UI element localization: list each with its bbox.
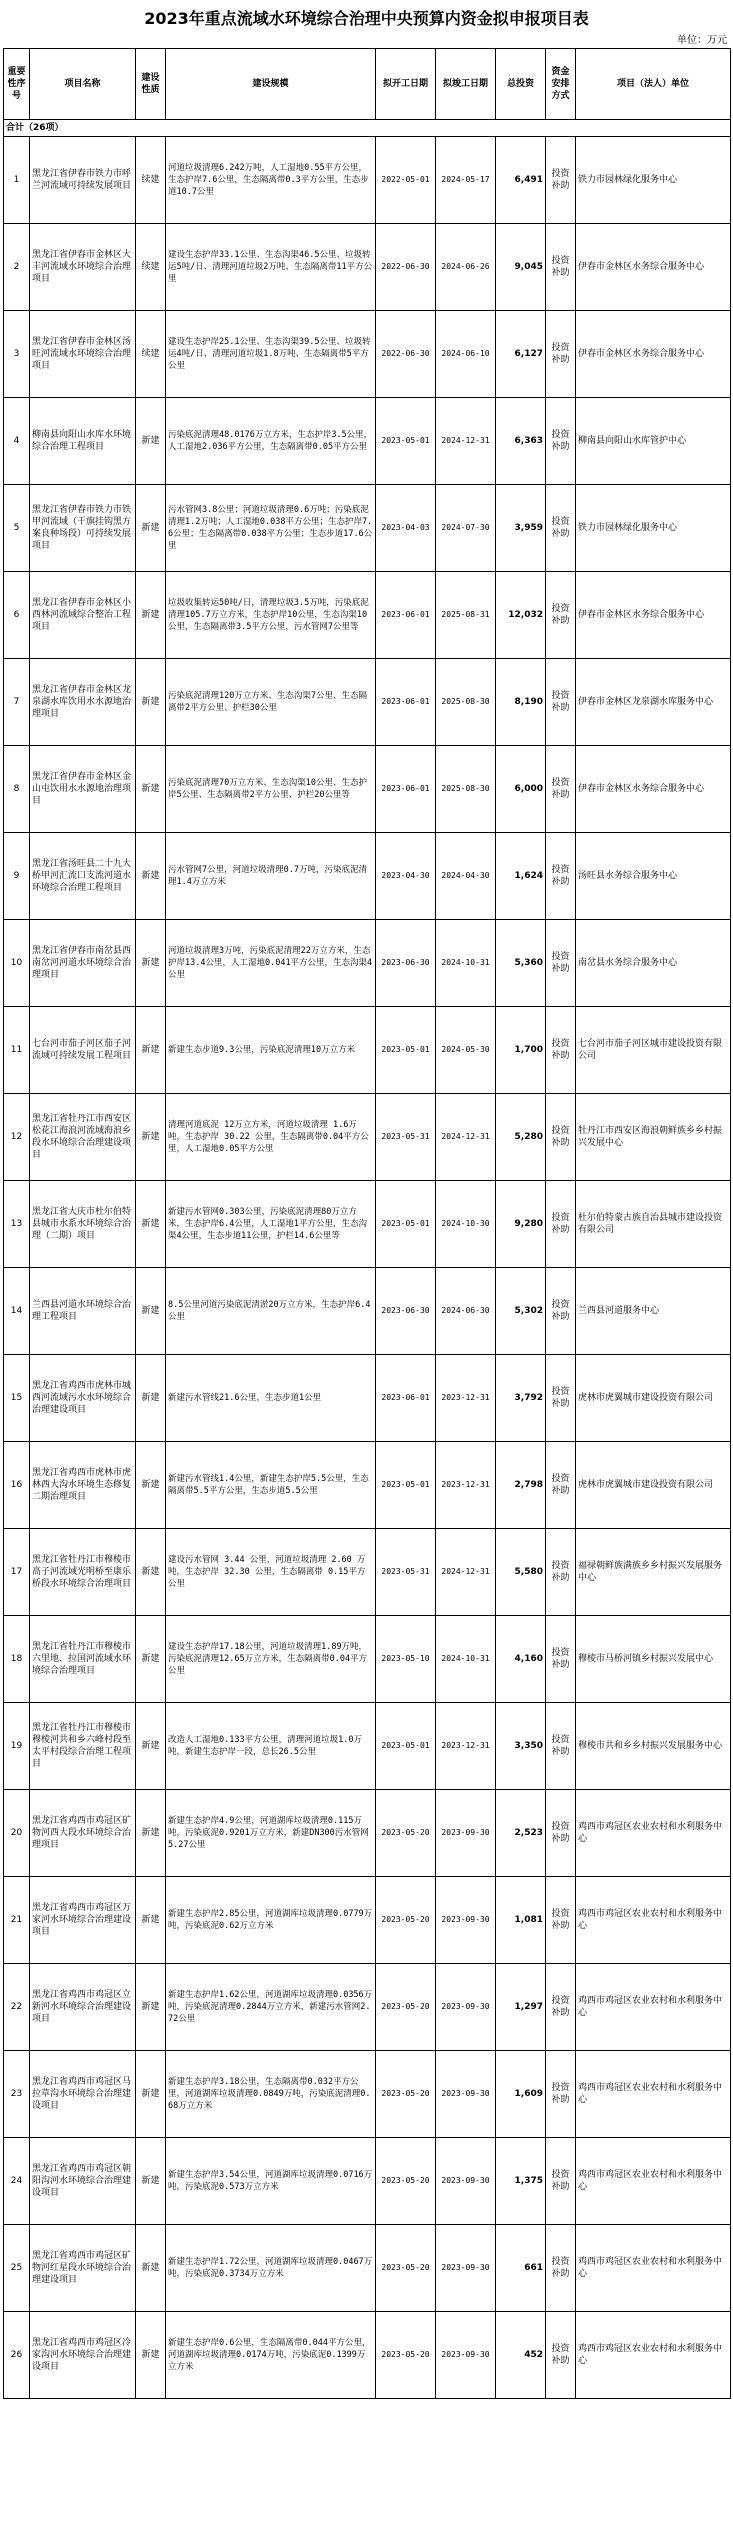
build-scale-cell: 垃圾收集转运50吨/日，清理垃圾3.5万吨，污染底泥清理105.7万立方米，生态护岸10公里，生态沟渠10公里，生态隔离带3.5平方公里，污水管网7公里等 (166, 572, 376, 659)
project-name-cell: 柳南县向阳山水库水环境综合治理工程项目 (30, 398, 136, 485)
end-date-cell: 2023-12-31 (436, 1703, 496, 1790)
end-date-cell: 2023-12-31 (436, 1442, 496, 1529)
build-scale-cell: 污水管网7公里，河道垃圾清理0.7万吨，污染底泥清理1.4万立方米 (166, 833, 376, 920)
end-date-cell: 2024-06-30 (436, 1268, 496, 1355)
legal-unit-cell: 汤旺县水务综合服务中心 (576, 833, 731, 920)
start-date-cell: 2023-05-20 (376, 1877, 436, 1964)
table-row (4, 920, 731, 1007)
legal-unit-cell: 兰西县河道服务中心 (576, 1268, 731, 1355)
build-nature-cell: 新建 (136, 1268, 166, 1355)
header-mode: 资金安排方式 (546, 49, 576, 120)
build-nature-cell: 新建 (136, 1790, 166, 1877)
row-number-cell: 19 (4, 1703, 30, 1790)
project-name-cell: 黑龙江省鸡西市鸡冠区马拉草沟水环境综合治理建设项目 (30, 2051, 136, 2138)
table-row (4, 2138, 731, 2225)
table-row (4, 659, 731, 746)
build-scale-cell: 污水管网3.8公里；河道垃圾清理0.6万吨；污染底泥清理1.2万吨；人工湿地0.038平方公里；生态护岸7.6公里；生态隔离带0.038平方公里；生态步道17.6公里 (166, 485, 376, 572)
build-scale-cell: 建设生态护岸17.18公里，河道垃圾清理1.89万吨，污染底泥清理12.65万立方米，生态隔离带0.04平方公里 (166, 1616, 376, 1703)
legal-unit-cell: 虎林市虎翼城市建设投资有限公司 (576, 1442, 731, 1529)
project-name-cell: 黑龙江省鸡西市鸡冠区冷家沟河水环境综合治理建设项目 (30, 2312, 136, 2399)
row-number-cell: 22 (4, 1964, 30, 2051)
end-date-cell: 2024-12-31 (436, 1094, 496, 1181)
project-name-cell: 黑龙江省鸡西市鸡冠区矿物河西大段水环境综合治理项目 (30, 1790, 136, 1877)
legal-unit-cell: 伊春市金林区水务综合服务中心 (576, 746, 731, 833)
end-date-cell: 2023-09-30 (436, 2225, 496, 2312)
build-scale-cell: 改造人工湿地0.133平方公里，清理河道垃圾1.0万吨，新建生态护岸一段，总长26.5公里 (166, 1703, 376, 1790)
header-start: 拟开工日期 (376, 49, 436, 120)
build-scale-cell: 新建污水管网0.303公里，污染底泥清理80万立方米，生态护岸6.4公里，人工湿地1平方公里，生态沟渠4公里，生态步道11公里，护栏14.6公里等 (166, 1181, 376, 1268)
total-investment-cell: 5,280 (496, 1094, 546, 1181)
project-name-cell: 黑龙江省伊春市南岔县西南岔河河道水环境综合治理项目 (30, 920, 136, 1007)
funding-mode-cell: 投资补助 (546, 2225, 576, 2312)
document-title: 2023年重点流域水环境综合治理中央预算内资金拟申报项目表 (144, 9, 589, 28)
row-number-cell: 3 (4, 311, 30, 398)
row-number-cell: 10 (4, 920, 30, 1007)
build-nature-cell: 新建 (136, 2225, 166, 2312)
build-scale-cell: 建设生态护岸25.1公里、生态沟渠39.5公里、垃圾转运4吨/日、清理河道垃圾1.8万吨、生态隔离带5平方公里 (166, 311, 376, 398)
table-row (4, 1268, 731, 1355)
start-date-cell: 2023-05-20 (376, 2225, 436, 2312)
table-row (4, 1442, 731, 1529)
build-nature-cell: 新建 (136, 1355, 166, 1442)
legal-unit-cell: 柳南县向阳山水库管护中心 (576, 398, 731, 485)
funding-mode-cell: 投资补助 (546, 833, 576, 920)
build-scale-cell: 新建生态护岸1.62公里，河道湖库垃圾清理0.0356万吨，污染底泥清理0.2844万立方米，新建污水管网2.72公里 (166, 1964, 376, 2051)
table-row (4, 1181, 731, 1268)
row-number-cell: 13 (4, 1181, 30, 1268)
table-row (4, 1877, 731, 1964)
header-no: 重要性序号 (4, 49, 30, 120)
end-date-cell: 2024-07-30 (436, 485, 496, 572)
funding-mode-cell: 投资补助 (546, 1877, 576, 1964)
build-nature-cell: 新建 (136, 485, 166, 572)
row-number-cell: 23 (4, 2051, 30, 2138)
total-investment-cell: 9,045 (496, 224, 546, 311)
total-investment-cell: 5,360 (496, 920, 546, 1007)
build-scale-cell: 河道垃圾清理3万吨，污染底泥清理22万立方米，生态护岸13.4公里，人工湿地0.041平方公里，生态沟渠4公里 (166, 920, 376, 1007)
end-date-cell: 2025-08-30 (436, 659, 496, 746)
total-investment-cell: 6,491 (496, 137, 546, 224)
project-name-cell: 黑龙江省牡丹江市穆棱市穆棱河共和乡六峰村段至太平村段综合治理工程项目 (30, 1703, 136, 1790)
project-name-cell: 黑龙江省鸡西市虎林市城西河流域污水水环境综合治理建设项目 (30, 1355, 136, 1442)
project-name-cell: 黑龙江省伊春市铁力市呼兰河流域可持续发展项目 (30, 137, 136, 224)
end-date-cell: 2024-05-30 (436, 1007, 496, 1094)
table-row (4, 746, 731, 833)
row-number-cell: 24 (4, 2138, 30, 2225)
funding-mode-cell: 投资补助 (546, 224, 576, 311)
table-row (4, 398, 731, 485)
table-row (4, 1964, 731, 2051)
build-nature-cell: 新建 (136, 398, 166, 485)
funding-mode-cell: 投资补助 (546, 485, 576, 572)
table-row (4, 1703, 731, 1790)
row-number-cell: 16 (4, 1442, 30, 1529)
total-investment-cell: 4,160 (496, 1616, 546, 1703)
total-investment-cell: 452 (496, 2312, 546, 2399)
total-investment-cell: 6,127 (496, 311, 546, 398)
table-row (4, 2051, 731, 2138)
row-number-cell: 18 (4, 1616, 30, 1703)
start-date-cell: 2022-05-01 (376, 137, 436, 224)
end-date-cell: 2025-08-31 (436, 572, 496, 659)
build-nature-cell: 新建 (136, 833, 166, 920)
build-nature-cell: 新建 (136, 1877, 166, 1964)
header-end: 拟竣工日期 (436, 49, 496, 120)
total-investment-cell: 2,523 (496, 1790, 546, 1877)
table-row (4, 833, 731, 920)
row-number-cell: 8 (4, 746, 30, 833)
build-scale-cell: 新建生态步道9.3公里，污染底泥清理10万立方米 (166, 1007, 376, 1094)
funding-mode-cell: 投资补助 (546, 311, 576, 398)
header-scale: 建设规模 (166, 49, 376, 120)
row-number-cell: 6 (4, 572, 30, 659)
project-name-cell: 黑龙江省伊春市铁力市铁甲河流域（干旗挂钩黑方案良种场段）可持续发展项目 (30, 485, 136, 572)
build-scale-cell: 污染底泥清理48.0176万立方米，生态护岸3.5公里，人工湿地2.036平方公里，生态隔离带0.05平方公里 (166, 398, 376, 485)
funding-mode-cell: 投资补助 (546, 1355, 576, 1442)
legal-unit-cell: 七台河市茄子河区城市建设投资有限公司 (576, 1007, 731, 1094)
row-number-cell: 7 (4, 659, 30, 746)
project-name-cell: 黑龙江省牡丹江市穆棱市高子河流域光明桥至康乐桥段水环境综合治理项目 (30, 1529, 136, 1616)
end-date-cell: 2023-12-31 (436, 1355, 496, 1442)
build-nature-cell: 新建 (136, 2138, 166, 2225)
legal-unit-cell: 铁力市园林绿化服务中心 (576, 485, 731, 572)
funding-mode-cell: 投资补助 (546, 920, 576, 1007)
end-date-cell: 2024-10-31 (436, 920, 496, 1007)
funding-mode-cell: 投资补助 (546, 1529, 576, 1616)
start-date-cell: 2023-06-01 (376, 1355, 436, 1442)
end-date-cell: 2024-06-26 (436, 224, 496, 311)
build-nature-cell: 新建 (136, 659, 166, 746)
build-scale-cell: 新建污水管线21.6公里，生态步道1公里 (166, 1355, 376, 1442)
row-number-cell: 20 (4, 1790, 30, 1877)
total-investment-cell: 1,609 (496, 2051, 546, 2138)
funding-mode-cell: 投资补助 (546, 1703, 576, 1790)
funding-mode-cell: 投资补助 (546, 1094, 576, 1181)
end-date-cell: 2024-12-31 (436, 1529, 496, 1616)
total-investment-cell: 3,792 (496, 1355, 546, 1442)
build-nature-cell: 续建 (136, 311, 166, 398)
total-investment-cell: 5,302 (496, 1268, 546, 1355)
header-invest: 总投资 (496, 49, 546, 120)
row-number-cell: 21 (4, 1877, 30, 1964)
project-name-cell: 黑龙江省鸡西市鸡冠区万家河水环境综合治理建设项目 (30, 1877, 136, 1964)
build-scale-cell: 污染底泥清理120万立方米、生态沟渠7公里、生态隔离带2平方公里、护栏30公里 (166, 659, 376, 746)
end-date-cell: 2025-08-30 (436, 746, 496, 833)
start-date-cell: 2023-05-01 (376, 398, 436, 485)
total-row (4, 120, 731, 137)
total-investment-cell: 1,375 (496, 2138, 546, 2225)
end-date-cell: 2023-09-30 (436, 2051, 496, 2138)
build-scale-cell: 新建生态护岸4.9公里，河道湖库垃圾清理0.115万吨，污染底泥0.9201万立方米，新建DN300污水管网5.27公里 (166, 1790, 376, 1877)
project-name-cell: 黑龙江省鸡西市鸡冠区朝阳沟河水环境综合治理建设项目 (30, 2138, 136, 2225)
table-row (4, 137, 731, 224)
legal-unit-cell: 伊春市金林区水务综合服务中心 (576, 311, 731, 398)
start-date-cell: 2023-06-01 (376, 746, 436, 833)
row-number-cell: 26 (4, 2312, 30, 2399)
project-name-cell: 黑龙江省伊春市金林区小西林河流域综合整治工程项目 (30, 572, 136, 659)
start-date-cell: 2023-05-20 (376, 1964, 436, 2051)
total-investment-cell: 1,624 (496, 833, 546, 920)
funding-mode-cell: 投资补助 (546, 659, 576, 746)
table-row (4, 1007, 731, 1094)
table-row (4, 1529, 731, 1616)
legal-unit-cell: 鸡西市鸡冠区农业农村和水利服务中心 (576, 2051, 731, 2138)
build-scale-cell: 污染底泥清理70万立方米、生态沟渠10公里、生态护岸5公里、生态隔离带2平方公里、护栏20公里等 (166, 746, 376, 833)
legal-unit-cell: 鸡西市鸡冠区农业农村和水利服务中心 (576, 2138, 731, 2225)
project-name-cell: 黑龙江省牡丹江市穆棱市六里地、拉国河流域水环境综合治理项目 (30, 1616, 136, 1703)
build-nature-cell: 新建 (136, 920, 166, 1007)
build-nature-cell: 新建 (136, 2051, 166, 2138)
row-number-cell: 9 (4, 833, 30, 920)
total-investment-cell: 3,959 (496, 485, 546, 572)
funding-mode-cell: 投资补助 (546, 1268, 576, 1355)
build-scale-cell: 8.5公里河道污染底泥清淤20万立方米，生态护岸6.4公里 (166, 1268, 376, 1355)
row-number-cell: 2 (4, 224, 30, 311)
start-date-cell: 2022-06-30 (376, 311, 436, 398)
row-number-cell: 17 (4, 1529, 30, 1616)
header-nature: 建设性质 (136, 49, 166, 120)
funding-mode-cell: 投资补助 (546, 2138, 576, 2225)
legal-unit-cell: 鸡西市鸡冠区农业农村和水利服务中心 (576, 1877, 731, 1964)
end-date-cell: 2024-10-31 (436, 1616, 496, 1703)
project-name-cell: 黑龙江省鸡西市鸡冠区立新河水环境综合治理建设项目 (30, 1964, 136, 2051)
build-nature-cell: 新建 (136, 572, 166, 659)
total-investment-cell: 9,280 (496, 1181, 546, 1268)
total-investment-cell: 1,081 (496, 1877, 546, 1964)
start-date-cell: 2023-06-30 (376, 1268, 436, 1355)
total-investment-cell: 2,798 (496, 1442, 546, 1529)
legal-unit-cell: 南岔县水务综合服务中心 (576, 920, 731, 1007)
legal-unit-cell: 铁力市园林绿化服务中心 (576, 137, 731, 224)
project-name-cell: 黑龙江省鸡西市虎林市虎林西大沟水环境生态修复二期治理项目 (30, 1442, 136, 1529)
start-date-cell: 2023-05-01 (376, 1181, 436, 1268)
total-investment-cell: 1,700 (496, 1007, 546, 1094)
build-scale-cell: 新建生态护岸1.72公里，河道湖库垃圾清理0.0467万吨，污染底泥0.3734万立方米 (166, 2225, 376, 2312)
build-scale-cell: 新建生态护岸2.85公里，河道湖库垃圾清理0.0779万吨，污染底泥0.62万立方米 (166, 1877, 376, 1964)
row-number-cell: 5 (4, 485, 30, 572)
start-date-cell: 2023-06-30 (376, 920, 436, 1007)
project-name-cell: 黑龙江省伊春市金林区金山屯饮用水水源地治理项目 (30, 746, 136, 833)
project-name-cell: 七台河市茄子河区茄子河流域可持续发展工程项目 (30, 1007, 136, 1094)
row-number-cell: 1 (4, 137, 30, 224)
unit-note: 单位：万元 (677, 35, 727, 46)
start-date-cell: 2023-06-01 (376, 572, 436, 659)
row-number-cell: 4 (4, 398, 30, 485)
table-row (4, 1094, 731, 1181)
header-unit: 项目（法人）单位 (576, 49, 731, 120)
funding-mode-cell: 投资补助 (546, 746, 576, 833)
project-name-cell: 黑龙江省大庆市杜尔伯特县城市水系水环境综合治理（二期）项目 (30, 1181, 136, 1268)
header-name: 项目名称 (30, 49, 136, 120)
start-date-cell: 2023-05-31 (376, 1094, 436, 1181)
legal-unit-cell: 福禄朝鲜族满族乡乡村振兴发展服务中心 (576, 1529, 731, 1616)
table-row (4, 311, 731, 398)
table-header-row (4, 49, 731, 120)
table-row (4, 224, 731, 311)
project-name-cell: 黑龙江省伊春市金林区汤旺河流域水环境综合治理项目 (30, 311, 136, 398)
legal-unit-cell: 伊春市金林区水务综合服务中心 (576, 224, 731, 311)
start-date-cell: 2023-05-20 (376, 2312, 436, 2399)
end-date-cell: 2024-12-31 (436, 398, 496, 485)
legal-unit-cell: 穆棱市共和乡乡村振兴发展服务中心 (576, 1703, 731, 1790)
build-nature-cell: 新建 (136, 1616, 166, 1703)
build-scale-cell: 建设污水管网 3.44 公里，河道垃圾清理 2.60 万吨，生态护岸 32.30 公里，生态隔离带 0.15平方公里 (166, 1529, 376, 1616)
funding-mode-cell: 投资补助 (546, 572, 576, 659)
funding-mode-cell: 投资补助 (546, 1790, 576, 1877)
funding-mode-cell: 投资补助 (546, 1616, 576, 1703)
end-date-cell: 2024-04-30 (436, 833, 496, 920)
project-name-cell: 黑龙江省伊春市金林区大丰河流域水环境综合治理项目 (30, 224, 136, 311)
total-investment-cell: 3,350 (496, 1703, 546, 1790)
end-date-cell: 2024-10-30 (436, 1181, 496, 1268)
project-name-cell: 黑龙江省汤旺县二十九大桥甲河汇流口支流河道水环境综合治理工程项目 (30, 833, 136, 920)
funding-mode-cell: 投资补助 (546, 137, 576, 224)
row-number-cell: 11 (4, 1007, 30, 1094)
start-date-cell: 2023-05-01 (376, 1442, 436, 1529)
build-nature-cell: 新建 (136, 2312, 166, 2399)
end-date-cell: 2024-05-17 (436, 137, 496, 224)
table-row (4, 2312, 731, 2399)
build-nature-cell: 新建 (136, 746, 166, 833)
row-number-cell: 14 (4, 1268, 30, 1355)
table-row (4, 572, 731, 659)
build-nature-cell: 新建 (136, 1442, 166, 1529)
end-date-cell: 2023-09-30 (436, 2138, 496, 2225)
project-name-cell: 黑龙江省牡丹江市西安区松花江海浪河流域海浪乡段水环境综合治理建设项目 (30, 1094, 136, 1181)
build-scale-cell: 建设生态护岸33.1公里、生态沟渠46.5公里、垃圾转运5吨/日、清理河道垃圾2万吨、生态隔离带11平方公里 (166, 224, 376, 311)
total-investment-cell: 12,032 (496, 572, 546, 659)
build-scale-cell: 新建生态护岸3.54公里，河道湖库垃圾清理0.0716万吨，污染底泥0.573万立方米 (166, 2138, 376, 2225)
start-date-cell: 2023-05-01 (376, 1703, 436, 1790)
total-investment-cell: 5,580 (496, 1529, 546, 1616)
build-nature-cell: 新建 (136, 1094, 166, 1181)
build-nature-cell: 新建 (136, 1529, 166, 1616)
build-nature-cell: 续建 (136, 224, 166, 311)
legal-unit-cell: 鸡西市鸡冠区农业农村和水利服务中心 (576, 1790, 731, 1877)
table-row (4, 2225, 731, 2312)
legal-unit-cell: 伊春市金林区龙泉湖水库服务中心 (576, 659, 731, 746)
start-date-cell: 2023-04-03 (376, 485, 436, 572)
total-investment-cell: 6,363 (496, 398, 546, 485)
table-row (4, 485, 731, 572)
table-row (4, 1616, 731, 1703)
row-number-cell: 15 (4, 1355, 30, 1442)
funding-mode-cell: 投资补助 (546, 1964, 576, 2051)
project-table (3, 48, 731, 2399)
build-nature-cell: 新建 (136, 1964, 166, 2051)
end-date-cell: 2023-09-30 (436, 1790, 496, 1877)
start-date-cell: 2023-05-01 (376, 1007, 436, 1094)
funding-mode-cell: 投资补助 (546, 2051, 576, 2138)
legal-unit-cell: 伊春市金林区水务综合服务中心 (576, 572, 731, 659)
funding-mode-cell: 投资补助 (546, 1007, 576, 1094)
end-date-cell: 2023-09-30 (436, 2312, 496, 2399)
funding-mode-cell: 投资补助 (546, 1181, 576, 1268)
build-nature-cell: 新建 (136, 1007, 166, 1094)
build-nature-cell: 续建 (136, 137, 166, 224)
legal-unit-cell: 鸡西市鸡冠区农业农村和水利服务中心 (576, 2312, 731, 2399)
start-date-cell: 2023-05-10 (376, 1616, 436, 1703)
table-row (4, 1790, 731, 1877)
legal-unit-cell: 穆棱市马桥河镇乡村振兴发展中心 (576, 1616, 731, 1703)
legal-unit-cell: 杜尔伯特蒙古族自治县城市建设投资有限公司 (576, 1181, 731, 1268)
total-label: 合计（26项） (4, 120, 731, 137)
build-scale-cell: 河道垃圾清理6.242万吨，人工湿地0.55平方公里，生态护岸7.6公里，生态隔离带0.3平方公里，生态步道10.7公里 (166, 137, 376, 224)
end-date-cell: 2023-09-30 (436, 1877, 496, 1964)
funding-mode-cell: 投资补助 (546, 398, 576, 485)
start-date-cell: 2023-05-20 (376, 2138, 436, 2225)
build-scale-cell: 新建生态护岸3.18公里，生态隔离带0.032平方公里，河道湖库垃圾清理0.0849万吨，污染底泥清理0.68万立方米 (166, 2051, 376, 2138)
row-number-cell: 25 (4, 2225, 30, 2312)
start-date-cell: 2023-05-20 (376, 1790, 436, 1877)
project-name-cell: 黑龙江省鸡西市鸡冠区矿物河红星段水环境综合治理建设项目 (30, 2225, 136, 2312)
row-number-cell: 12 (4, 1094, 30, 1181)
start-date-cell: 2023-06-01 (376, 659, 436, 746)
start-date-cell: 2022-06-30 (376, 224, 436, 311)
project-name-cell: 兰西县河道水环境综合治理工程项目 (30, 1268, 136, 1355)
build-scale-cell: 新建污水管线1.4公里，新建生态护岸5.5公里，生态隔离带5.5平方公里，生态步道5.5公里 (166, 1442, 376, 1529)
legal-unit-cell: 鸡西市鸡冠区农业农村和水利服务中心 (576, 1964, 731, 2051)
funding-mode-cell: 投资补助 (546, 1442, 576, 1529)
build-nature-cell: 新建 (136, 1703, 166, 1790)
legal-unit-cell: 鸡西市鸡冠区农业农村和水利服务中心 (576, 2225, 731, 2312)
total-investment-cell: 1,297 (496, 1964, 546, 2051)
legal-unit-cell: 牡丹江市西安区海浪朝鲜族乡乡村振兴发展中心 (576, 1094, 731, 1181)
start-date-cell: 2023-05-20 (376, 2051, 436, 2138)
funding-mode-cell: 投资补助 (546, 2312, 576, 2399)
total-investment-cell: 6,000 (496, 746, 546, 833)
build-scale-cell: 新建生态护岸0.6公里，生态隔离带0.044平方公里，河道湖库垃圾清理0.0174万吨，污染底泥0.1399万立方米 (166, 2312, 376, 2399)
build-scale-cell: 清理河道底泥 12万立方米，河道垃圾清理 1.6万吨，生态护岸 30.22 公里，生态隔离带0.04平方公里，人工湿地0.05平方公里 (166, 1094, 376, 1181)
end-date-cell: 2023-09-30 (436, 1964, 496, 2051)
build-nature-cell: 新建 (136, 1181, 166, 1268)
start-date-cell: 2023-04-30 (376, 833, 436, 920)
total-investment-cell: 661 (496, 2225, 546, 2312)
legal-unit-cell: 虎林市虎翼城市建设投资有限公司 (576, 1355, 731, 1442)
project-name-cell: 黑龙江省伊春市金林区龙泉湖水库饮用水水源地治理项目 (30, 659, 136, 746)
start-date-cell: 2023-05-31 (376, 1529, 436, 1616)
table-row (4, 1355, 731, 1442)
end-date-cell: 2024-06-10 (436, 311, 496, 398)
total-investment-cell: 8,190 (496, 659, 546, 746)
